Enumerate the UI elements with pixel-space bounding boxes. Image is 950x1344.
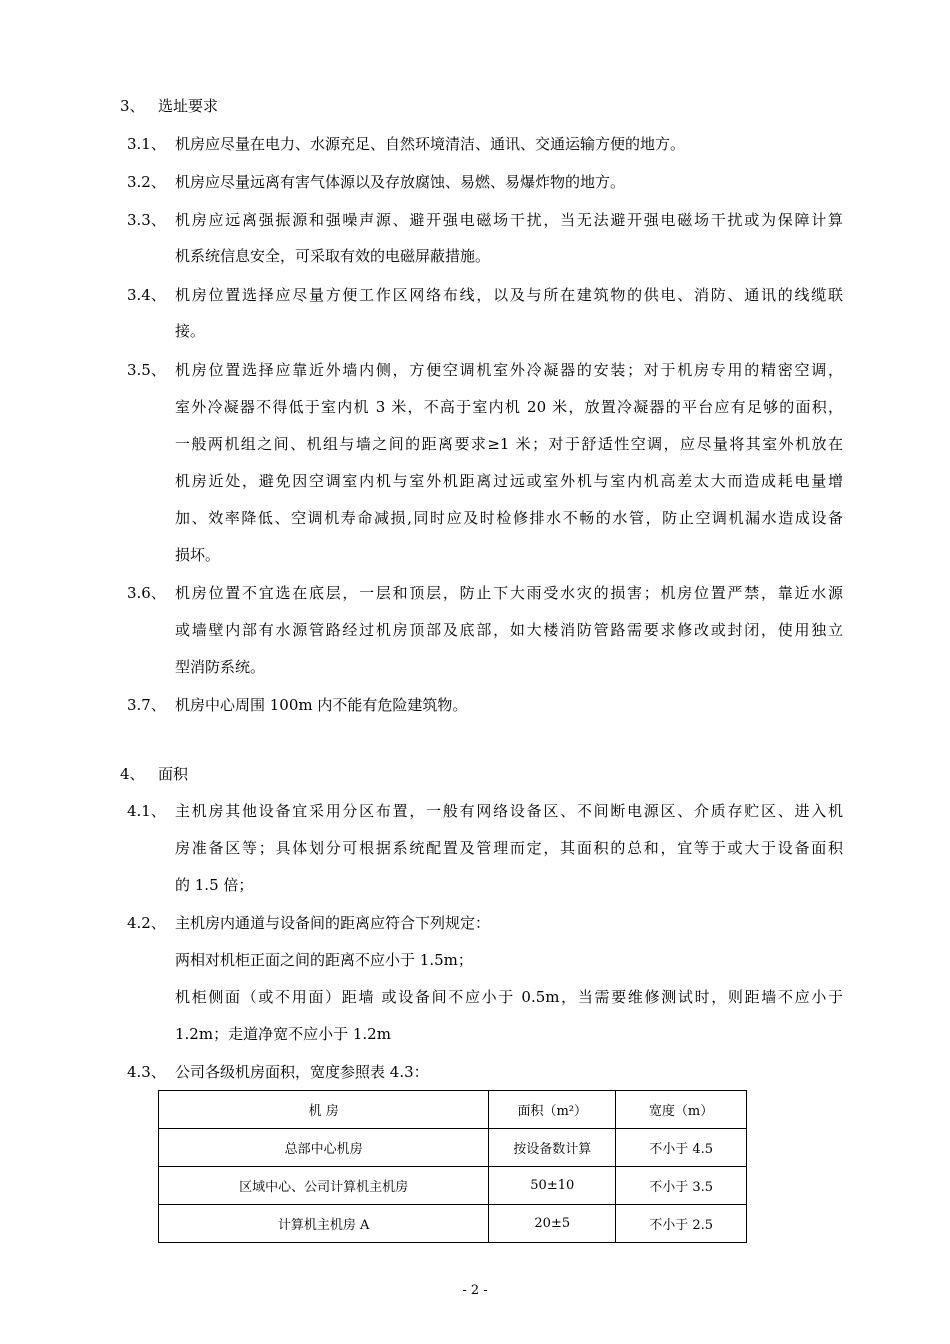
table-cell: 总部中心机房: [159, 1129, 489, 1167]
clause-text: 的 1.5 倍；: [175, 876, 254, 894]
clause-3-7: [127, 695, 467, 715]
clause-text: 接。: [175, 322, 206, 340]
clause-3-6: [127, 583, 175, 603]
clause-number: 4.2、: [127, 914, 166, 932]
table-cell: 50±10: [489, 1167, 616, 1205]
clause-text: 室外冷凝器不得低于室内机 3 米，不高于室内机 20 米，放置冷凝器的平台应有足够的面积，: [175, 398, 843, 416]
section-3-number: 3、: [120, 97, 145, 115]
table-cell: 计算机主机房 A: [159, 1205, 489, 1243]
table-cell: 不小于 4.5: [616, 1129, 747, 1167]
clause-text: 机柜侧面（或不用面）距墙 或设备间不应小于 0.5m，当需要维修测试时，则距墙不应小于: [175, 988, 843, 1006]
clause-number: 3.4、: [127, 286, 166, 304]
table-row: [159, 1129, 747, 1167]
clause-text: 机房位置选择应尽量方便工作区网络布线，以及与所在建筑物的供电、消防、通讯的线缆联: [175, 286, 843, 304]
clause-number: 3.6、: [127, 584, 166, 602]
clause-3-1: [127, 134, 685, 154]
clause-text: 机房位置不宜选在底层，一层和顶层，防止下大雨受水灾的损害；机房位置严禁，靠近水源: [175, 584, 843, 602]
table-header-cell: 面积（m²）: [489, 1091, 616, 1129]
table-header-cell: 宽度（m）: [616, 1091, 747, 1129]
clause-text: 1.2m；走道净宽不应小于 1.2m: [175, 1025, 391, 1043]
clause-number: 3.7、: [127, 696, 166, 714]
clause-3-2: [127, 172, 625, 192]
clause-3-4: [127, 285, 175, 305]
clause-text: 损坏。: [175, 546, 221, 564]
clause-text: 型消防系统。: [175, 658, 266, 676]
clause-number: 4.3、: [127, 1063, 166, 1081]
table-header-cell: 机 房: [159, 1091, 489, 1129]
clause-4-3: [127, 1062, 429, 1082]
table-cell: 不小于 2.5: [616, 1205, 747, 1243]
table-row: [159, 1167, 747, 1205]
clause-text: 主机房内通道与设备间的距离应符合下列规定：: [175, 914, 491, 932]
section-4-title: 面积: [158, 765, 189, 783]
table-cell: 不小于 3.5: [616, 1167, 747, 1205]
clause-4-1: [127, 801, 175, 821]
section-3-title: 选址要求: [158, 97, 219, 115]
clause-text: 机系统信息安全，可采取有效的电磁屏蔽措施。: [175, 247, 491, 265]
clause-number: 3.3、: [127, 211, 166, 229]
clause-number: 3.1、: [127, 135, 166, 153]
clause-text: 房准备区等；具体划分可根据系统配置及管理而定，其面积的总和，宜等于或大于设备面积: [175, 839, 843, 857]
section-3-heading: [120, 96, 218, 116]
section-4-number: 4、: [120, 765, 145, 783]
table-cell: 20±5: [489, 1205, 616, 1243]
table-row: [159, 1205, 747, 1243]
page-number: - 2 -: [462, 1283, 488, 1298]
section-4-heading: [120, 764, 188, 784]
clause-text: 两相对机柜正面之间的距离不应小于 1.5m；: [175, 951, 473, 969]
clause-text: 主机房其他设备宜采用分区布置，一般有网络设备区、不间断电源区、介质存贮区、进入机: [175, 802, 843, 820]
clause-text: 机房应尽量远离有害气体源以及存放腐蚀、易燃、易爆炸物的地方。: [175, 173, 626, 191]
room-area-table: [158, 1090, 747, 1243]
clause-text: 加、效率降低、空调机寿命减损,同时应及时检修排水不畅的水管，防止空调机漏水造成设备: [175, 509, 843, 527]
table-header-row: [159, 1091, 747, 1129]
clause-text: 一般两机组之间、机组与墙之间的距离要求≥1 米；对于舒适性空调，应尽量将其室外机放在: [175, 435, 843, 453]
clause-text: 机房近处，避免因空调室内机与室外机距离过远或室外机与室内机高差太大而造成耗电量增: [175, 472, 843, 490]
clause-4-2: [127, 913, 490, 933]
clause-3-5: [127, 360, 175, 380]
clause-text: 机房中心周围 100m 内不能有危险建筑物。: [175, 696, 468, 714]
clause-text: 机房应远离强振源和强噪声源、避开强电磁场干扰，当无法避开强电磁场干扰或为保障计算: [175, 211, 843, 229]
clause-3-3: [127, 210, 175, 230]
table-cell: 按设备数计算: [489, 1129, 616, 1167]
clause-text: 机房位置选择应靠近外墙内侧，方便空调机室外冷凝器的安装；对于机房专用的精密空调，: [175, 361, 843, 379]
clause-text: 公司各级机房面积，宽度参照表 4.3：: [175, 1063, 429, 1081]
clause-number: 4.1、: [127, 802, 166, 820]
clause-text: 机房应尽量在电力、水源充足、自然环境清洁、通讯、交通运输方便的地方。: [175, 135, 686, 153]
clause-text: 或墙壁内部有水源管路经过机房顶部及底部，如大楼消防管路需要求修改或封闭，使用独立: [175, 621, 843, 639]
clause-number: 3.5、: [127, 361, 166, 379]
clause-number: 3.2、: [127, 173, 166, 191]
table-cell: 区域中心、公司计算机主机房: [159, 1167, 489, 1205]
